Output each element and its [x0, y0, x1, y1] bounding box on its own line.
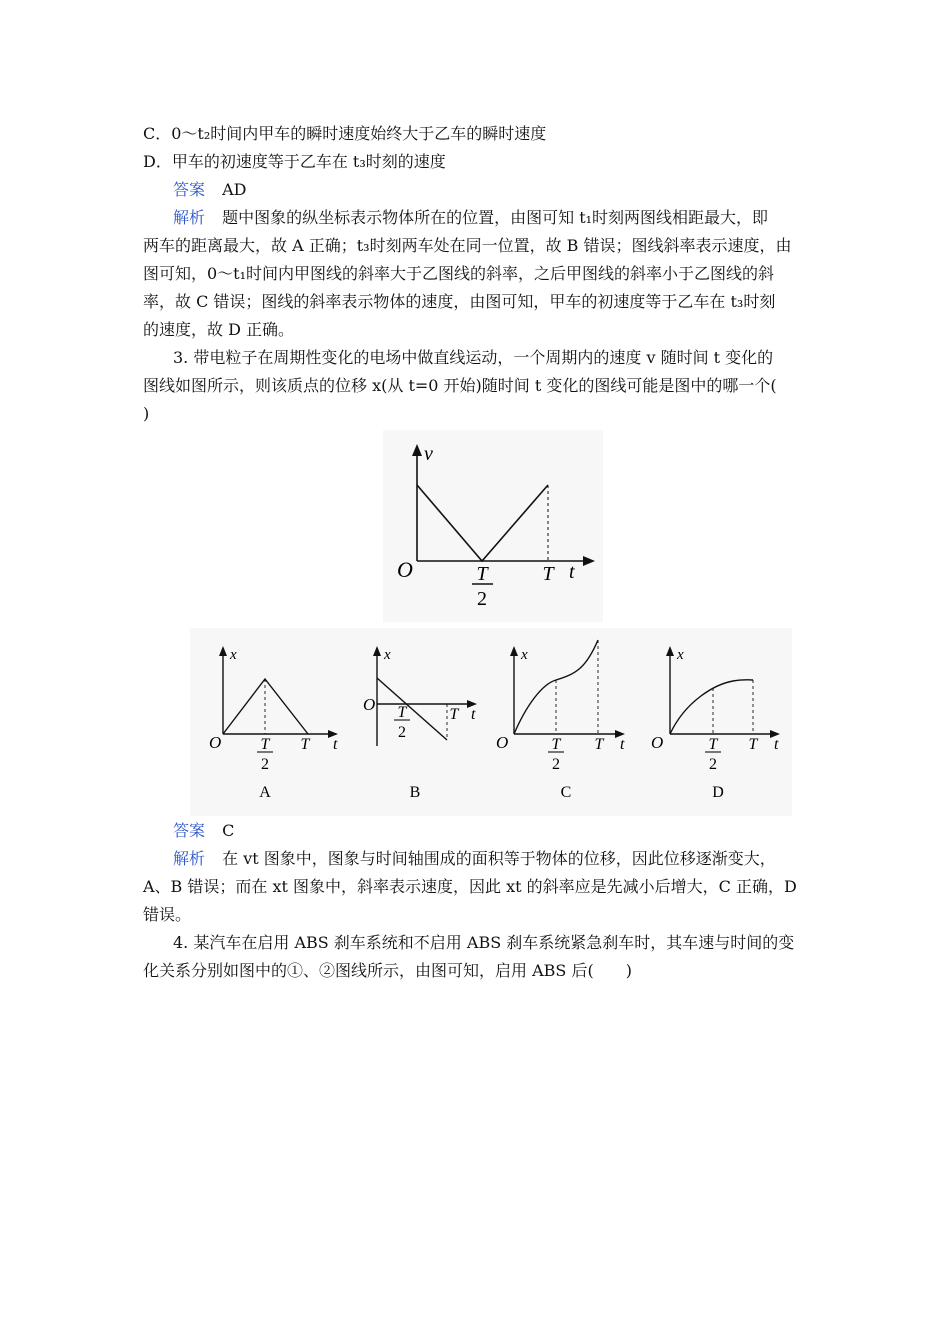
- explanation-2-line-3: 错误。: [143, 905, 192, 924]
- answer-value: AD: [222, 180, 247, 199]
- x-axis-label: x: [521, 647, 528, 663]
- answer-value: C: [222, 821, 235, 840]
- explanation-text: 题中图象的纵坐标表示物体所在的位置，由图可知 t₁时刻两图线相距最大，即: [222, 208, 769, 227]
- origin-label: O: [363, 695, 376, 714]
- explanation-text: 在 vt 图象中，图象与时间轴围成的面积等于物体的位移，因此位移逐渐变大，: [222, 849, 776, 868]
- tick-period: T: [542, 563, 554, 585]
- t-axis-label: t: [471, 706, 476, 723]
- v-axis-label: v: [424, 443, 433, 465]
- x-axis-label: x: [677, 647, 684, 663]
- tick-half-denominator: 2: [552, 756, 560, 773]
- explanation-label: 解析: [173, 208, 206, 227]
- figure-background: [383, 430, 603, 622]
- explanation-1-line-2: 两车的距离最大，故 A 正确；t₃时刻两车处在同一位置，故 B 错误；图线斜率表示速度，由: [143, 236, 792, 255]
- t-axis-label: t: [333, 736, 338, 753]
- origin-label: O: [209, 733, 222, 752]
- option-caption: C: [560, 784, 572, 801]
- explanation-1-line-4: 率，故 C 错误；图线的斜率表示物体的速度，由图可知，甲车的初速度等于乙车在 t₃时刻: [143, 292, 776, 311]
- t-axis-label: t: [569, 561, 575, 583]
- t-axis-label: t: [620, 736, 625, 753]
- question-3-line-1: 3. 带电粒子在周期性变化的电场中做直线运动，一个周期内的速度 v 随时间 t 变化的: [173, 348, 774, 367]
- tick-half-period-denominator: 2: [477, 588, 487, 610]
- options-figure: [190, 628, 792, 816]
- tick-half-numerator: T: [708, 736, 718, 753]
- explanation-2-line-2: A、B 错误；而在 xt 图象中，斜率表示速度，因此 xt 的斜率应是先减小后增大，C 正确，D: [143, 877, 797, 896]
- answer-2-row: [173, 821, 845, 841]
- option-caption: B: [409, 784, 421, 801]
- answer-1-row: [173, 180, 845, 200]
- origin-label: O: [496, 733, 509, 752]
- tick-half-denominator: 2: [261, 756, 269, 773]
- answer-label: 答案: [173, 180, 206, 199]
- question-4-line-1: 4. 某汽车在启用 ABS 刹车系统和不启用 ABS 刹车系统紧急刹车时，其车速与时间的变: [173, 933, 795, 952]
- question-4-line-2: 化关系分别如图中的①、②图线所示，由图可知，启用 ABS 后( ): [143, 961, 632, 980]
- origin-label: O: [651, 733, 664, 752]
- figure-background: [190, 628, 792, 816]
- tick-half-numerator: T: [551, 736, 561, 753]
- tick-period: T: [748, 736, 758, 753]
- tick-half-numerator: T: [260, 736, 270, 753]
- explanation-2-first-line: [173, 849, 845, 869]
- tick-period: T: [449, 706, 459, 723]
- explanation-label: 解析: [173, 849, 206, 868]
- option-d-text: D．甲车的初速度等于乙车在 t₃时刻的速度: [143, 152, 446, 171]
- tick-half-numerator: T: [397, 704, 407, 721]
- x-axis-label: x: [230, 647, 237, 663]
- tick-period: T: [594, 736, 604, 753]
- tick-half-period-numerator: T: [476, 563, 488, 585]
- explanation-1-line-5: 的速度，故 D 正确。: [143, 320, 295, 339]
- option-caption: D: [712, 784, 724, 801]
- x-axis-label: x: [384, 647, 391, 663]
- t-axis-label: t: [774, 736, 779, 753]
- origin-label: O: [397, 557, 413, 582]
- tick-half-denominator: 2: [398, 724, 406, 741]
- explanation-1-line-3: 图可知，0～t₁时间内甲图线的斜率大于乙图线的斜率，之后甲图线的斜率小于乙图线的斜: [143, 264, 775, 283]
- explanation-1-first-line: [173, 208, 845, 228]
- tick-half-denominator: 2: [709, 756, 717, 773]
- answer-label: 答案: [173, 821, 206, 840]
- velocity-time-figure: [383, 430, 603, 622]
- question-3-line-2: 图线如图所示，则该质点的位移 x(从 t=0 开始)随时间 t 变化的图线可能是图中的哪一个(: [143, 376, 777, 395]
- question-3-line-3: ): [143, 404, 150, 423]
- tick-period: T: [300, 736, 310, 753]
- option-c-text: C．0～t₂时间内甲车的瞬时速度始终大于乙车的瞬时速度: [143, 124, 547, 143]
- option-caption: A: [259, 784, 271, 801]
